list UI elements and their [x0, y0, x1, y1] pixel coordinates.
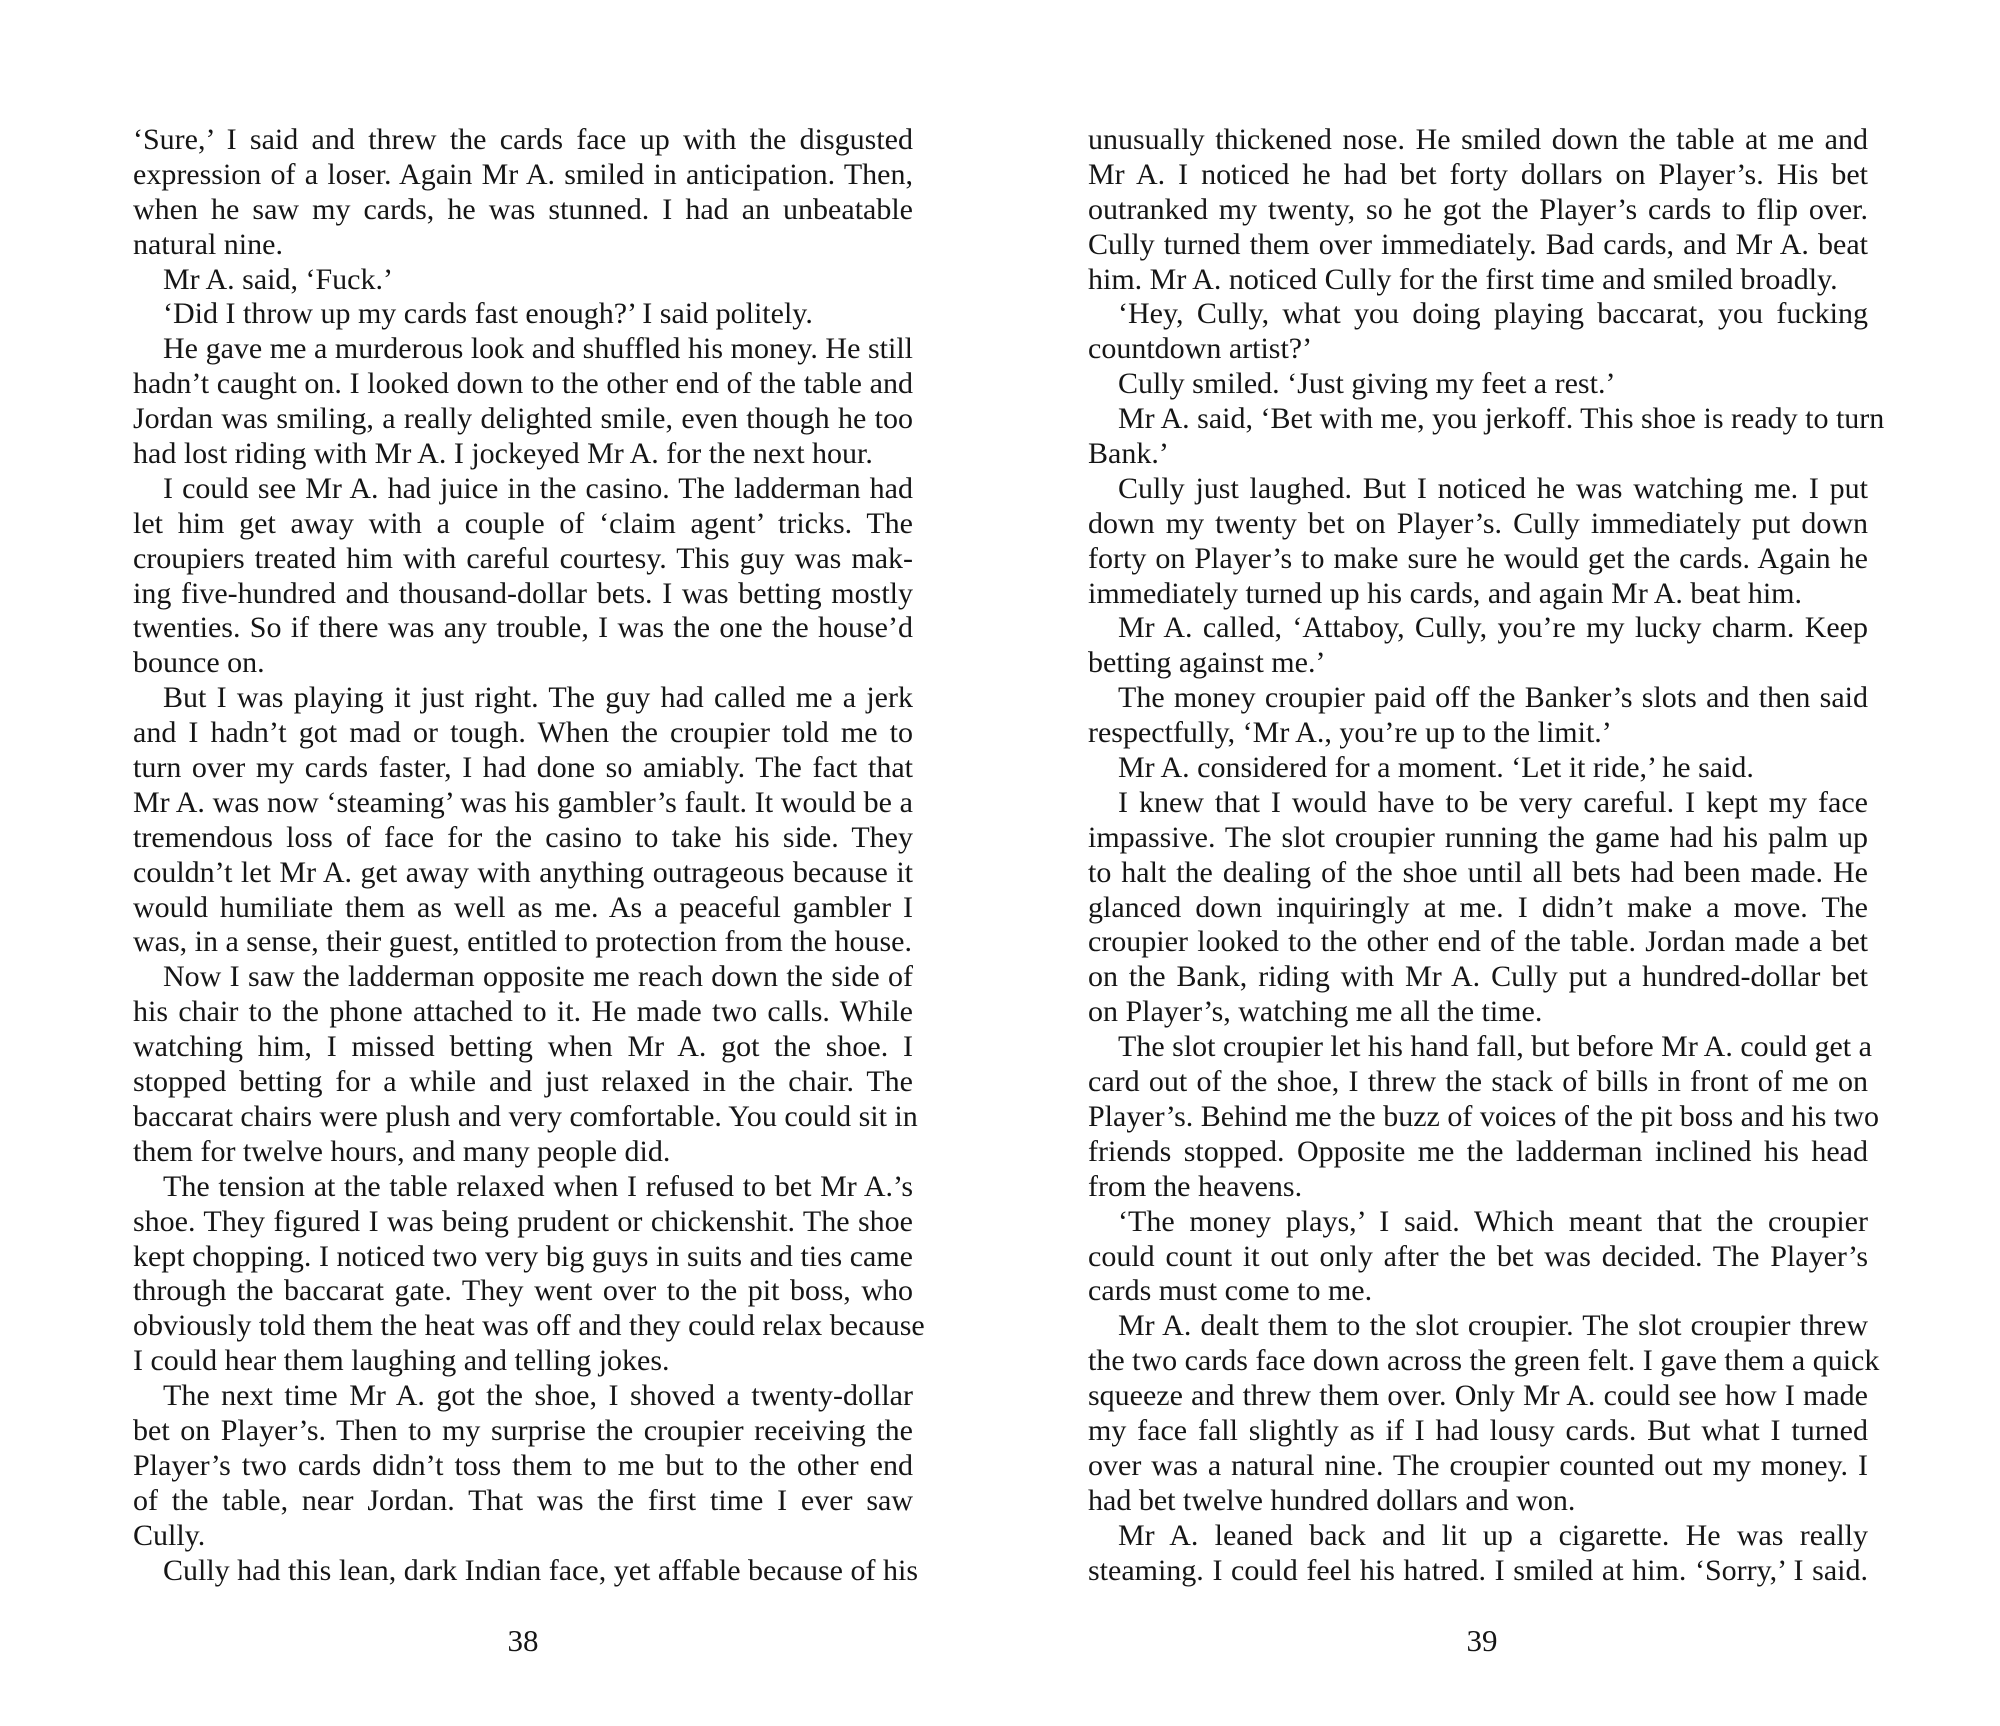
text-line: outranked my twenty, so he got the Player’s cards to flip over.: [1088, 192, 1868, 226]
text-line: hadn’t caught on. I looked down to the other end of the table and: [133, 367, 913, 401]
text-line: was, in a sense, their guest, entitled to protection from the house.: [133, 925, 912, 959]
text-line: would humiliate them as well as me. As a peaceful gambler I: [133, 890, 913, 924]
text-line: croupier looked to the other end of the table. Jordan made a bet: [1088, 925, 1868, 959]
text-line: natural nine.: [133, 227, 283, 261]
text-line: Cully just laughed. But I noticed he was watching me. I put: [1118, 471, 1868, 505]
left-page-text: [133, 123, 925, 1588]
text-line: Mr A. leaned back and lit up a cigarette. He was really: [1118, 1518, 1868, 1552]
text-line: on the Bank, riding with Mr A. Cully put a hundred-dollar bet: [1088, 960, 1868, 994]
text-line: of the table, near Jordan. That was the first time I ever saw: [133, 1483, 913, 1517]
text-line: to halt the dealing of the shoe until all bets had been made. He: [1088, 855, 1868, 889]
text-line: ‘The money plays,’ I said. Which meant that the croupier: [1118, 1204, 1868, 1238]
text-line: shoe. They figured I was being prudent or chickenshit. The shoe: [133, 1204, 913, 1238]
text-line: Mr A. I noticed he had bet forty dollars on Player’s. His bet: [1088, 157, 1868, 191]
text-line: friends stopped. Opposite me the ladderman inclined his head: [1088, 1134, 1868, 1168]
text-line: could count it out only after the bet was decided. The Player’s: [1088, 1239, 1868, 1273]
text-line: twenties. So if there was any trouble, I was the one the house’d: [133, 611, 913, 645]
text-line: ing five-hundred and thousand-dollar bets. I was betting mostly: [133, 576, 913, 610]
text-line: Mr A. was now ‘steaming’ was his gambler’s fault. It would be a: [133, 785, 913, 819]
right-page-text: [1088, 123, 1885, 1588]
text-line: immediately turned up his cards, and again Mr A. beat him.: [1088, 576, 1802, 610]
text-line: kept chopping. I noticed two very big guys in suits and ties came: [133, 1239, 913, 1273]
text-line: Jordan was smiling, a really delighted smile, even though he too: [133, 402, 913, 436]
text-line: countdown artist?’: [1088, 332, 1313, 366]
left-page-number: 38: [507, 1623, 539, 1658]
text-line: forty on Player’s to make sure he would get the cards. Again he: [1088, 541, 1868, 575]
text-line: Bank.’: [1088, 437, 1169, 471]
text-line: obviously told them the heat was off and they could relax because: [133, 1309, 925, 1343]
text-line: tremendous loss of face for the casino to take his side. They: [133, 820, 913, 854]
text-line: ‘Sure,’ I said and threw the cards face up with the disgusted: [133, 123, 913, 156]
text-line: He gave me a murderous look and shuffled his money. He still: [163, 332, 913, 366]
text-line: through the baccarat gate. They went over to the pit boss, who: [133, 1274, 913, 1308]
text-line: glanced down inquiringly at me. I didn’t make a move. The: [1088, 890, 1868, 924]
text-line: my face fall slightly as if I had lousy cards. But what I turned: [1088, 1413, 1868, 1447]
text-line: from the heavens.: [1088, 1169, 1303, 1203]
text-line: Now I saw the ladderman opposite me reach down the side of: [163, 960, 913, 994]
text-line: Cully smiled. ‘Just giving my feet a rest.’: [1118, 367, 1616, 401]
text-line: ‘Did I throw up my cards fast enough?’ I said politely.: [163, 297, 813, 331]
text-line: Cully turned them over immediately. Bad cards, and Mr A. beat: [1088, 227, 1868, 261]
text-line: his chair to the phone attached to it. He made two calls. While: [133, 995, 913, 1029]
text-line: on Player’s, watching me all the time.: [1088, 995, 1543, 1029]
text-line: baccarat chairs were plush and very comfortable. You could sit in: [133, 1099, 918, 1133]
text-line: cards must come to me.: [1088, 1274, 1373, 1308]
text-line: Player’s. Behind me the buzz of voices of the pit boss and his two: [1088, 1099, 1879, 1133]
text-line: watching him, I missed betting when Mr A. got the shoe. I: [133, 1030, 913, 1064]
text-line: The tension at the table relaxed when I refused to bet Mr A.’s: [163, 1169, 913, 1203]
text-line: card out of the shoe, I threw the stack of bills in front of me on: [1088, 1065, 1868, 1099]
text-line: unusually thickened nose. He smiled down the table at me and: [1088, 123, 1868, 156]
text-line: ‘Hey, Cully, what you doing playing baccarat, you fucking: [1118, 297, 1868, 331]
text-line: Mr A. said, ‘Fuck.’: [163, 262, 393, 296]
text-line: had bet twelve hundred dollars and won.: [1088, 1483, 1576, 1517]
text-line: respectfully, ‘Mr A., you’re up to the limit.’: [1088, 716, 1612, 750]
text-line: Mr A. considered for a moment. ‘Let it ride,’ he said.: [1118, 751, 1754, 785]
text-line: The slot croupier let his hand fall, but before Mr A. could get a: [1118, 1030, 1872, 1064]
text-line: The next time Mr A. got the shoe, I shoved a twenty-dollar: [163, 1379, 913, 1413]
text-line: bounce on.: [133, 646, 265, 680]
text-line: and I hadn’t got mad or tough. When the croupier told me to: [133, 716, 913, 750]
text-line: But I was playing it just right. The guy had called me a jerk: [163, 681, 913, 715]
text-line: I could hear them laughing and telling jokes.: [133, 1344, 670, 1378]
text-line: let him get away with a couple of ‘claim agent’ tricks. The: [133, 506, 913, 540]
text-line: had lost riding with Mr A. I jockeyed Mr A. for the next hour.: [133, 437, 873, 471]
text-line: I could see Mr A. had juice in the casino. The ladderman had: [163, 471, 913, 505]
text-line: them for twelve hours, and many people did.: [133, 1134, 671, 1168]
text-line: Mr A. called, ‘Attaboy, Cully, you’re my lucky charm. Keep: [1118, 611, 1868, 645]
text-line: The money croupier paid off the Banker’s slots and then said: [1118, 681, 1868, 715]
text-line: stopped betting for a while and just relaxed in the chair. The: [133, 1065, 913, 1099]
text-line: croupiers treated him with careful courtesy. This guy was mak-: [133, 541, 913, 575]
text-line: impassive. The slot croupier running the game had his palm up: [1088, 820, 1868, 854]
text-line: over was a natural nine. The croupier counted out my money. I: [1088, 1448, 1868, 1482]
text-line: Cully.: [133, 1518, 206, 1552]
text-line: expression of a loser. Again Mr A. smiled in anticipation. Then,: [133, 157, 913, 191]
text-line: him. Mr A. noticed Cully for the first time and smiled broadly.: [1088, 262, 1838, 296]
text-line: squeeze and threw them over. Only Mr A. could see how I made: [1088, 1379, 1868, 1413]
text-line: bet on Player’s. Then to my surprise the croupier receiving the: [133, 1413, 913, 1447]
text-line: down my twenty bet on Player’s. Cully immediately put down: [1088, 506, 1868, 540]
text-line: Mr A. said, ‘Bet with me, you jerkoff. This shoe is ready to turn: [1118, 402, 1885, 436]
text-line: betting against me.’: [1088, 646, 1326, 680]
text-line: the two cards face down across the green felt. I gave them a quick: [1088, 1344, 1880, 1378]
text-line: Cully had this lean, dark Indian face, yet affable because of his: [163, 1553, 918, 1587]
right-page-number: 39: [1466, 1623, 1498, 1658]
text-line: turn over my cards faster, I had done so amiably. The fact that: [133, 751, 913, 785]
text-line: couldn’t let Mr A. get away with anything outrageous because it: [133, 855, 913, 889]
text-line: when he saw my cards, he was stunned. I had an unbeatable: [133, 192, 913, 226]
text-line: Player’s two cards didn’t toss them to me but to the other end: [133, 1448, 913, 1482]
text-line: Mr A. dealt them to the slot croupier. The slot croupier threw: [1118, 1309, 1868, 1343]
text-line: I knew that I would have to be very careful. I kept my face: [1118, 785, 1868, 819]
text-line: steaming. I could feel his hatred. I smiled at him. ‘Sorry,’ I said.: [1088, 1553, 1868, 1587]
